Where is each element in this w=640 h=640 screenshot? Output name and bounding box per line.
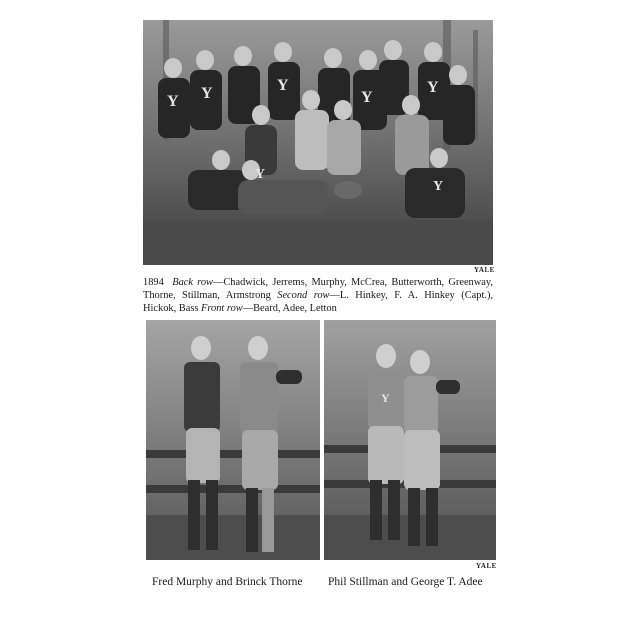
left-portrait-illustration xyxy=(146,320,320,560)
back-row-names: —Chadwick, Jerrems, Murphy, McCrea, Butterworth, Greenway, Thorne, Stillman, Armstrong xyxy=(143,277,493,301)
svg-text:Y: Y xyxy=(361,89,373,106)
back-row-label: Back row xyxy=(172,277,213,288)
right-portrait-caption: Phil Stillman and George T. Adee xyxy=(328,576,483,588)
svg-text:Y: Y xyxy=(433,179,444,194)
svg-text:Y: Y xyxy=(255,167,266,182)
second-row-names: —L. Hinkey, F. A. Hinkey (Capt.), Hickok, Bass xyxy=(143,290,494,314)
team-photo-credit: YALE xyxy=(474,266,495,274)
svg-text:Y: Y xyxy=(277,77,289,94)
svg-text:Y: Y xyxy=(201,85,213,102)
front-row-label: Front row xyxy=(201,303,243,314)
right-portrait-photograph xyxy=(324,320,496,560)
team-photo-illustration xyxy=(143,20,493,265)
team-photograph xyxy=(143,20,493,265)
svg-text:Y: Y xyxy=(381,391,390,405)
second-row-label: Second row xyxy=(277,290,330,301)
right-portrait-credit: YALE xyxy=(476,562,497,570)
svg-text:Y: Y xyxy=(427,79,439,96)
svg-text:Y: Y xyxy=(167,93,179,110)
left-portrait-photograph xyxy=(146,320,320,560)
caption-year: 1894 xyxy=(143,277,164,288)
team-photo-caption xyxy=(143,276,493,315)
front-row-names: —Beard, Adee, Letton xyxy=(242,303,337,314)
left-portrait-caption: Fred Murphy and Brinck Thorne xyxy=(152,576,303,588)
right-portrait-illustration xyxy=(324,320,496,560)
